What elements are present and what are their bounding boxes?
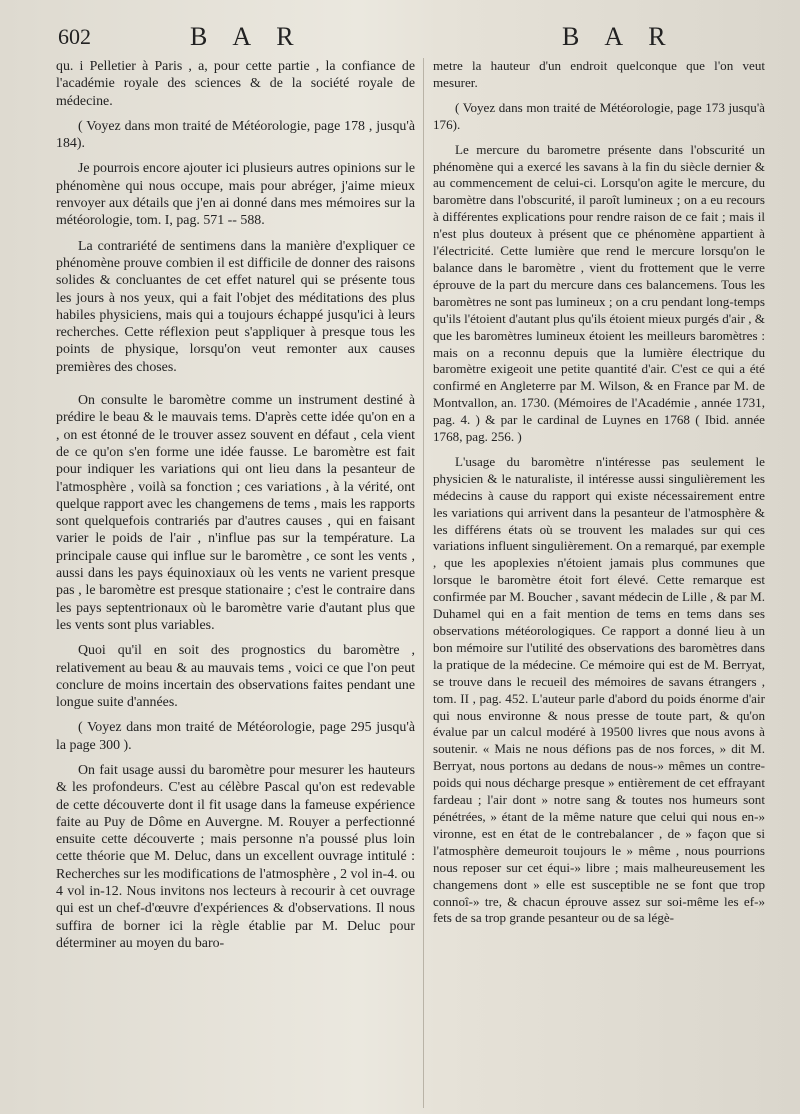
paragraph: L'usage du baromètre n'intéresse pas seulement le physicien & le naturaliste, il intéresse aussi singulièrement les médecins à cause du rapport qui existe nécessairement entre les variations qui arrivent dans la pesanteur de l'atmosphère & les différens états où se trouvent les malades sur qui ces variations influent singulièrement. On a remarqué, par exemple , que les apoplexies n'étoient jamais plus communes que lorsque le baromètre étoit fort élevé. Cette remarque est confirmée par M. Boucher , savant médecin de Lille , & par M. Duhamel qui en a fait mention de tems en tems dans ses observations météorologiques. Ce rapport a donné lieu à un bon mémoire sur l'utilité des observations des baromètres dans la pratique de la médecine. Ce mémoire qui est de M. Berryat, se trouve dans le recueil des mémoires de savans étrangers , tom. II , pag. 452. L'auteur parle d'abord du poids énorme d'air qui nous environne & nous presse de toute part, & qu'on évalue par un calcul modéré à 19500 livres que nous avons à soutenir. « Mais ne nous défions pas de nos forces, » dit M. Berryat, nous portons au dedans de nous-» mêmes un contre-poids qui nous décharge presque » entièrement de cet effrayant fardeau ; l'air dont » notre sang & toutes nos humeurs sont pénétrées, » étant de la même nature que celui qui nous en-» vironne, est en état de le contrebalancer , de » façon que si l'atmosphère demeuroit toujours le » même , nous pourrions nous reposer sur cet équi-» libre ; mais malheureusement les changemens dont » elle est susceptible ne se font que trop connoî-» tre, & chacun éprouve assez sur soi-même les ef-» fets de sa trop grande pesanteur ou de sa légè- [433, 453, 765, 926]
left-column [56, 58, 415, 1108]
paragraph: Le mercure du barometre présente dans l'obscurité un phénomène qui a exercé les savans à la fin du siècle dernier & au commencement de celui-ci. Lorsqu'on agite le mercure, du baromètre dans l'obscurité, il paroît lumineux ; on a eu recours à différentes explications pour rendre raison de ce fait ; mais il n'est plus douteux à présent que ce phénomène appartient à l'électricité. Cette lumière que rend le mercure lorsqu'on le balance dans le baromètre , vient du frottement que le verre éprouve de la part du mercure dans ces balancemens. Tous les baromètres ne sont pas lumineux ; on a cru pendant long-temps qu'ils l'étoient d'autant plus qu'ils étoient mieux purgés d'air , & que les baromètres lumineux étoient les meilleurs baromètres : mais on a reconnu depuis que la lumière électrique du baromètre exigeoit une petite quantité d'air. C'est ce qui a été confirmé en Angleterre par M. Wilson, & en France par M. de Montvallon, an. 1730. (Mémoires de l'Académie , année 1731, pag. 4. ) & par le cardinal de Luynes en 1768 ( Ibid. année 1768, pag. 256. ) [433, 141, 765, 445]
paragraph: ( Voyez dans mon traité de Météorologie, page 173 jusqu'à 176). [433, 99, 765, 132]
paragraph: qu. i Pelletier à Paris , a, pour cette partie , la confiance de l'académie royale des sciences & de la société royale de médecine. [56, 59, 415, 109]
page-header [58, 22, 762, 56]
right-column [433, 58, 765, 1108]
page-number: 602 [58, 24, 91, 49]
paragraph: Quoi qu'il en soit des prognostics du baromètre , relativement au beau & au mauvais tems , voici ce que l'on peut conclure de moins incertain des observations faites pendant une longue suite d'années. [56, 643, 415, 711]
paragraph: Je pourrois encore ajouter ici plusieurs autres opinions sur le phénomène qui nous occupe, mais pour abréger, j'aime mieux renvoyer aux détails que j'en ai donné dans mes mémoires sur la météorologie, tom. I, pag. 571 -- 588. [56, 161, 415, 229]
running-head-left: B A R [190, 22, 304, 51]
paragraph: On consulte le baromètre comme un instrument destiné à prédire le beau & le mauvais tems. D'après cette idée qu'on en a , on est étonné de le trouver assez souvent en défaut , cela vient de ce qu'on s'en forme une idée fausse. Le baromètre est fait pour indiquer les variations qui ont lieu dans la pesanteur de l'atmosphère , voilà sa fonction ; ces variations , à la vérité, ont quelque rapport avec les changemens de tems , mais les rapports sont quelquefois contrariés par d'autres causes , qui en faisant varier le poids de l'air , n'influe pas sur la température. La principale cause qui influe sur le baromètre , ce sont les vents , aussi dans les pays équinoxiaux où les vents ne varient presque pas , le baromètre est presque stationaire ; c'est le contraire dans les pays septentrionaux où le baromètre varie d'autant plus que les vents sont plus variables. [56, 393, 415, 633]
paragraph: metre la hauteur d'un endroit quelconque que l'on veut mesurer. [433, 58, 765, 90]
column-divider [423, 58, 424, 1108]
paragraph: ( Voyez dans mon traité de Météorologie, page 295 jusqu'à la page 300 ). [56, 720, 415, 753]
running-head-right: B A R [562, 22, 676, 51]
paragraph: La contrariété de sentimens dans la manière d'expliquer ce phénomène prouve combien il est difficile de donner des raisons solides & concluantes de cet effet naturel qui se présente tous les jours à nos yeux, qui a fait l'objet des méditations des plus habiles physiciens, mais qui a toujours échappé jusqu'ici à leurs recherches. Cette réflexion peut s'appliquer à presque tous les points de physique, lorsqu'on veut remonter aux causes premières des choses. [56, 238, 415, 375]
paragraph: ( Voyez dans mon traité de Météorologie, page 178 , jusqu'à 184). [56, 118, 415, 152]
paragraph: On fait usage aussi du baromètre pour mesurer les hauteurs & les profondeurs. C'est au célèbre Pascal qu'on est redevable de cette découverte dont il fit usage dans la fameuse expérience faite au Puy de Dôme en Auvergne. M. Rouyer a perfectionné ensuite cette découverte ; mais personne n'a poussé plus loin cette théorie que M. Deluc, dans un excellent ouvrage intitulé : Recherches sur les modifications de l'atmosphère , 2 vol in-4. ou 4 vol in-12. Nous invitons nos lecteurs à recourir à cet ouvrage qui est un chef-d'œuvre d'expériences & d'observations. Il nous suffira de borner ici la règle établie par M. Deluc pour déterminer au moyen du baro- [56, 762, 415, 951]
